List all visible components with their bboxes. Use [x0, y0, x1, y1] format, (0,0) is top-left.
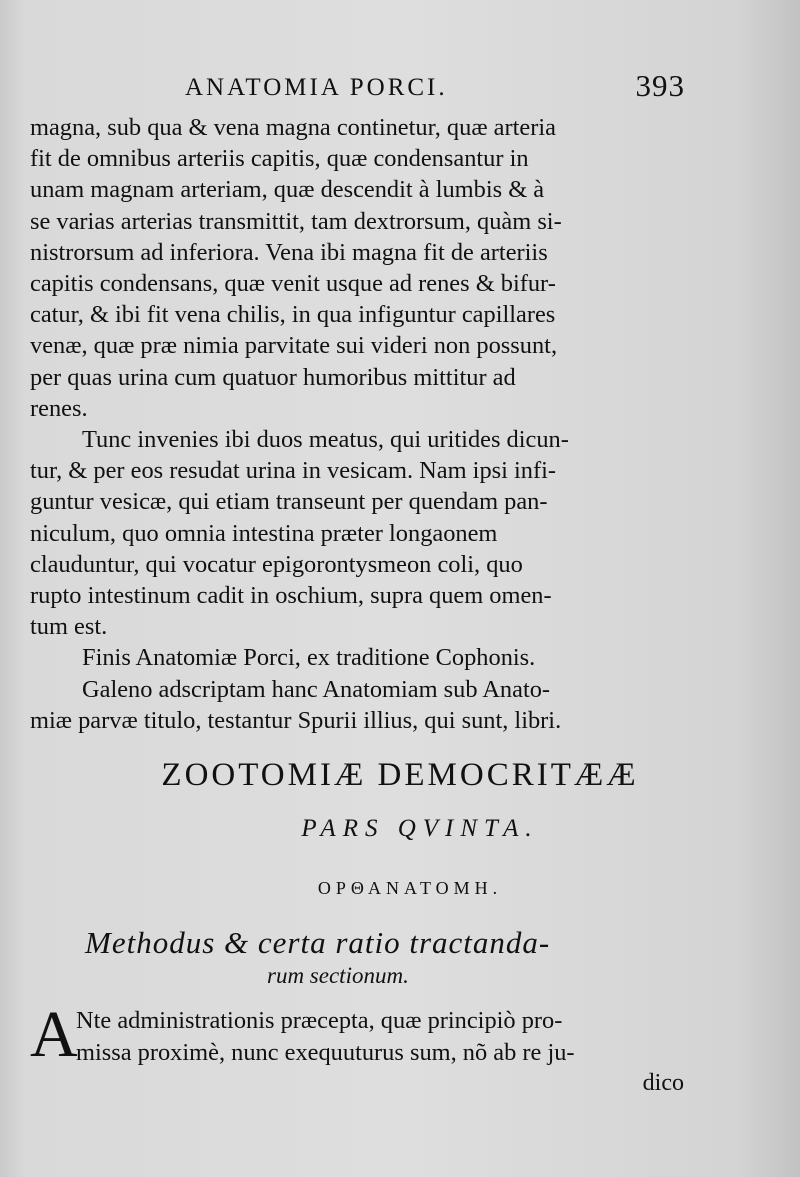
section-greek-title: ΟΡΘΑΝΑΤΟΜΗ.: [317, 878, 503, 898]
body-text: [30, 112, 682, 736]
page-header: [185, 68, 685, 108]
opening-line-1: Nte administrationis præcepta, quæ principiò pro-: [76, 1007, 563, 1034]
method-heading: [85, 925, 705, 989]
paragraph-3: Finis Anatomiæ Porci, ex traditione Cophonis.: [82, 644, 536, 672]
paragraph-2: Tunc invenies ibi duos meatus, qui uritides dicun- tur, & per eos resudat urina in vesicam. Nam ipsi infi- guntur vesicæ, qui etiam transeunt per quendam pan- niculum, quo omnia intestina præter longaonem clauduntur, qui vocatur epigorontysmeon coli, quo rupto intestinum cadit in oschium, supra quem omen- tum est.: [30, 426, 569, 641]
opening-paragraph: [30, 998, 684, 1096]
method-heading-line-2: rum sectionum.: [267, 963, 409, 988]
catchword: dico: [642, 1070, 684, 1096]
running-title: ANATOMIA PORCI.: [185, 74, 448, 101]
opening-lines: [76, 1005, 684, 1068]
section-sub-title: PARS QVINTA.: [301, 815, 539, 842]
paragraph-1: magna, sub qua & vena magna continetur, quæ arteria fit de omnibus arteriis capitis, quæ condensantur in unam magnam arteriam, quæ descendit à lumbis & à se varias arterias transmittit, tam dextrorsum, quàm si- nistrorsum ad inferiora. Vena ibi magna fit de arteriis capitis condensans, quæ venit usque ad renes & bifur- catur, & ibi fit vena chilis, in qua infiguntur capillares venæ, quæ præ nimia parvitate sui videri non possunt, per quas urina cum quatuor humoribus mittitur ad renes.: [30, 114, 562, 422]
drop-cap: A: [30, 998, 78, 1071]
paragraph-4: Galeno adscriptam hanc Anatomiam sub Anato- miæ parvæ titulo, testantur Spurii illius, qui sunt, libri.: [30, 675, 562, 734]
page-number: 393: [635, 68, 685, 103]
section-main-title: ZOOTOMIÆ DEMOCRITÆÆ: [161, 757, 639, 793]
opening-line-2: missa proximè, nunc exequuturus sum, nõ ab re ju-: [76, 1038, 575, 1066]
method-heading-line-1: Methodus & certa ratio tractanda-: [85, 925, 551, 960]
